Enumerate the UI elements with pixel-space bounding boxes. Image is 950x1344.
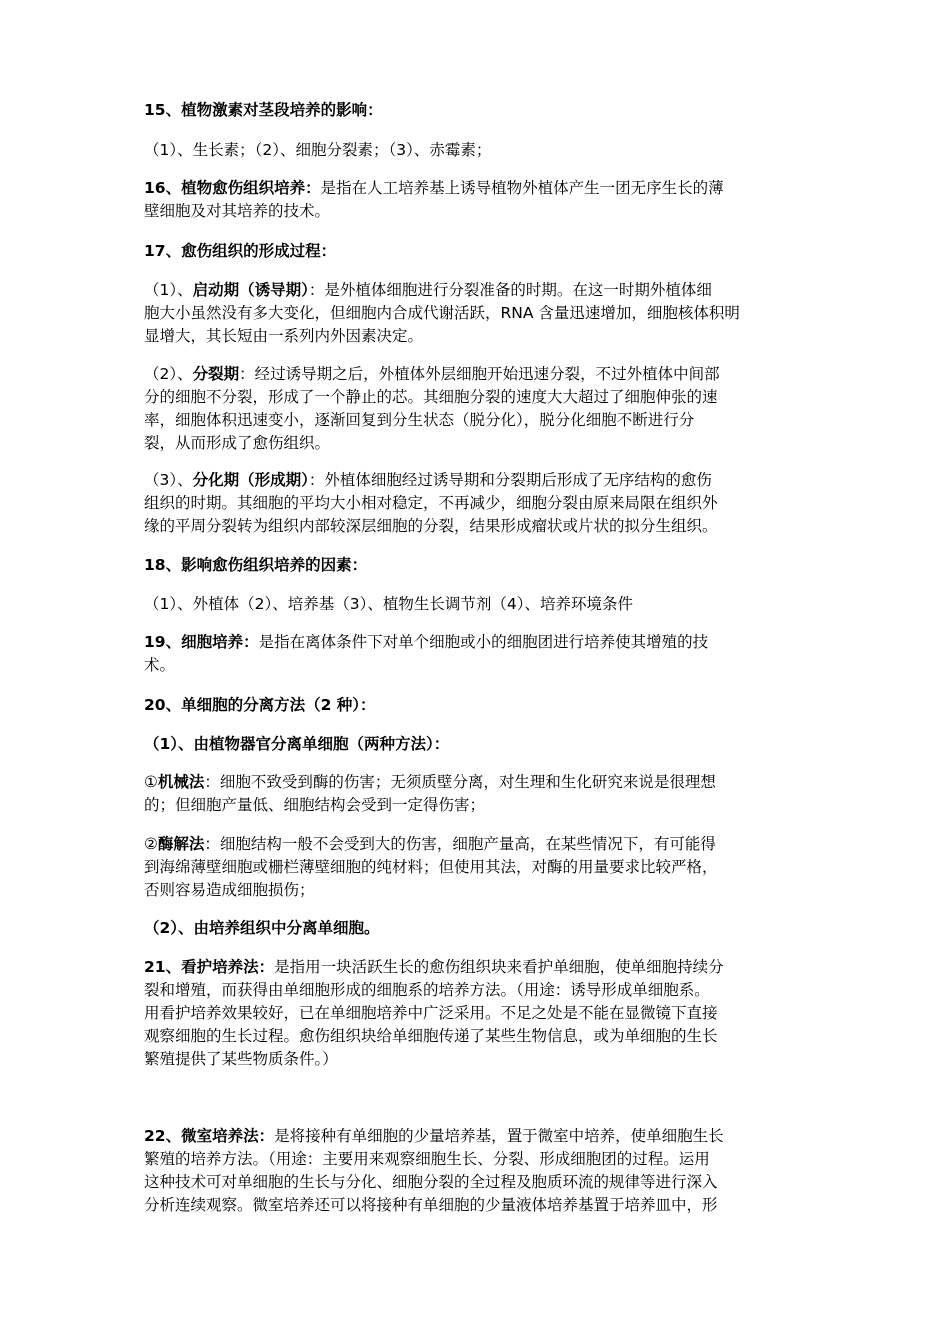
heading-18-text: 18、影响愈伤组织培养的因素： xyxy=(144,556,368,574)
paragraph-18 xyxy=(144,593,809,616)
prefix-17-1: （1）、 xyxy=(144,281,193,299)
text-mechanical-line2: 的；但细胞产量低、细胞结构会受到一定得伤害； xyxy=(144,796,486,814)
heading-15 xyxy=(144,99,809,122)
paragraph-19 xyxy=(144,631,809,677)
paragraph-enzymatic xyxy=(144,833,809,902)
term-22: 22、微室培养法： xyxy=(144,1127,275,1145)
marker-2: ② xyxy=(144,835,158,853)
heading-20-1 xyxy=(144,733,809,756)
definition-19-line2: 术。 xyxy=(144,656,176,674)
text-mechanical-line1: ：细胞不致受到酶的伤害；无须质壁分离，对生理和生化研究来说是很理想 xyxy=(204,773,716,791)
marker-1: ① xyxy=(144,773,158,791)
heading-20-text: 20、单细胞的分离方法（2 种）： xyxy=(144,696,376,714)
definition-16-line1: 是指在人工培养基上诱导植物外植体产生一团无序生长的薄 xyxy=(320,179,724,197)
term-21: 21、看护培养法： xyxy=(144,958,275,976)
heading-20 xyxy=(144,694,809,717)
prefix-17-2: （2）、 xyxy=(144,365,193,383)
definition-16-line2: 壁细胞及对其培养的技术。 xyxy=(144,202,331,220)
text-17-2-line2: 分的细胞不分裂，形成了一个静止的芯。其细胞分裂的速度大大超过了细胞伸张的速 xyxy=(144,388,718,406)
term-17-2: 分裂期 xyxy=(192,365,240,383)
paragraph-22 xyxy=(144,1125,809,1217)
text-17-3-line1: ：外植体细胞经过诱导期和分裂期后形成了无序结构的愈伤 xyxy=(308,471,712,489)
paragraph-17-1 xyxy=(144,279,809,348)
text-enzymatic-line2: 到海绵薄壁细胞或栅栏薄壁细胞的纯材料；但使用其法，对酶的用量要求比较严格， xyxy=(144,858,718,876)
definition-22-line4: 分析连续观察。微室培养还可以将接种有单细胞的少量液体培养基置于培养皿中，形 xyxy=(144,1196,718,1214)
definition-22-line2: 繁殖的培养方法。（用途：主要用来观察细胞生长、分裂、形成细胞团的过程。运用 xyxy=(144,1150,710,1168)
heading-15-text: 15、植物激素对茎段培养的影响： xyxy=(144,101,383,119)
paragraph-21 xyxy=(144,956,809,1071)
paragraph-15 xyxy=(144,139,809,162)
text-enzymatic-line3: 否则容易造成细胞损伤； xyxy=(144,881,315,899)
definition-21-line2: 裂和增殖，而获得由单细胞形成的细胞系的培养方法。（用途：诱导形成单细胞系。 xyxy=(144,981,710,999)
definition-21-line3: 用看护培养效果较好，已在单细胞培养中广泛采用。不足之处是不能在显微镜下直接 xyxy=(144,1004,718,1022)
definition-21-line5: 繁殖提供了某些物质条件。） xyxy=(144,1050,338,1068)
text-17-2-line1: ：经过诱导期之后，外植体外层细胞开始迅速分裂，不过外植体中间部 xyxy=(239,365,720,383)
heading-18 xyxy=(144,554,809,577)
definition-21-line4: 观察细胞的生长过程。愈伤组织块给单细胞传递了某些生物信息，或为单细胞的生长 xyxy=(144,1027,718,1045)
text-17-2-line4: 裂，从而形成了愈伤组织。 xyxy=(144,434,331,452)
term-mechanical: 机械法 xyxy=(157,773,205,791)
text-17-1-line3: 显增大，其长短由一系列内外因素决定。 xyxy=(144,327,424,345)
heading-20-1-text: （1）、由植物器官分离单细胞（两种方法）： xyxy=(144,735,450,753)
heading-20-2 xyxy=(144,917,809,940)
paragraph-17-2 xyxy=(144,363,809,455)
text-17-1-line1: ：是外植体细胞进行分裂准备的时期。在这一时期外植体细 xyxy=(308,281,712,299)
term-17-3: 分化期（形成期） xyxy=(192,471,309,489)
term-19: 19、细胞培养： xyxy=(144,633,259,651)
definition-22-line1: 是将接种有单细胞的少量培养基，置于微室中培养，使单细胞生长 xyxy=(274,1127,724,1145)
term-enzymatic: 酶解法 xyxy=(157,835,205,853)
paragraph-16 xyxy=(144,177,809,223)
paragraph-15-text: （1）、生长素；（2）、细胞分裂素；（3）、赤霉素； xyxy=(144,141,492,159)
paragraph-17-3 xyxy=(144,469,809,538)
definition-21-line1: 是指用一块活跃生长的愈伤组织块来看护单细胞，使单细胞持续分 xyxy=(274,958,724,976)
heading-17-text: 17、愈伤组织的形成过程： xyxy=(144,242,337,260)
text-17-1-line2: 胞大小虽然没有多大变化，但细胞内合成代谢活跃，RNA 含量迅速增加，细胞核体积明 xyxy=(144,304,740,322)
heading-17 xyxy=(144,240,809,263)
prefix-17-3: （3）、 xyxy=(144,471,193,489)
paragraph-18-text: （1）、外植体（2）、培养基（3）、植物生长调节剂（4）、培养环境条件 xyxy=(144,595,633,613)
paragraph-mechanical xyxy=(144,771,809,817)
term-17-1: 启动期（诱导期） xyxy=(192,281,309,299)
text-17-2-line3: 率，细胞体积迅速变小，逐渐回复到分生状态（脱分化），脱分化细胞不断进行分 xyxy=(144,411,695,429)
text-enzymatic-line1: ：细胞结构一般不会受到大的伤害，细胞产量高，在某些情况下，有可能得 xyxy=(204,835,716,853)
text-17-3-line3: 缘的平周分裂转为组织内部较深层细胞的分裂，结果形成瘤状或片状的拟分生组织。 xyxy=(144,517,718,535)
text-17-3-line2: 组织的时期。其细胞的平均大小相对稳定，不再减少，细胞分裂由原来局限在组织外 xyxy=(144,494,718,512)
term-16: 16、植物愈伤组织培养： xyxy=(144,179,321,197)
heading-20-2-text: （2）、由培养组织中分离单细胞。 xyxy=(144,919,380,937)
definition-22-line3: 这种技术可对单细胞的生长与分化、细胞分裂的全过程及胞质环流的规律等进行深入 xyxy=(144,1173,718,1191)
definition-19-line1: 是指在离体条件下对单个细胞或小的细胞团进行培养使其增殖的技 xyxy=(258,633,709,651)
